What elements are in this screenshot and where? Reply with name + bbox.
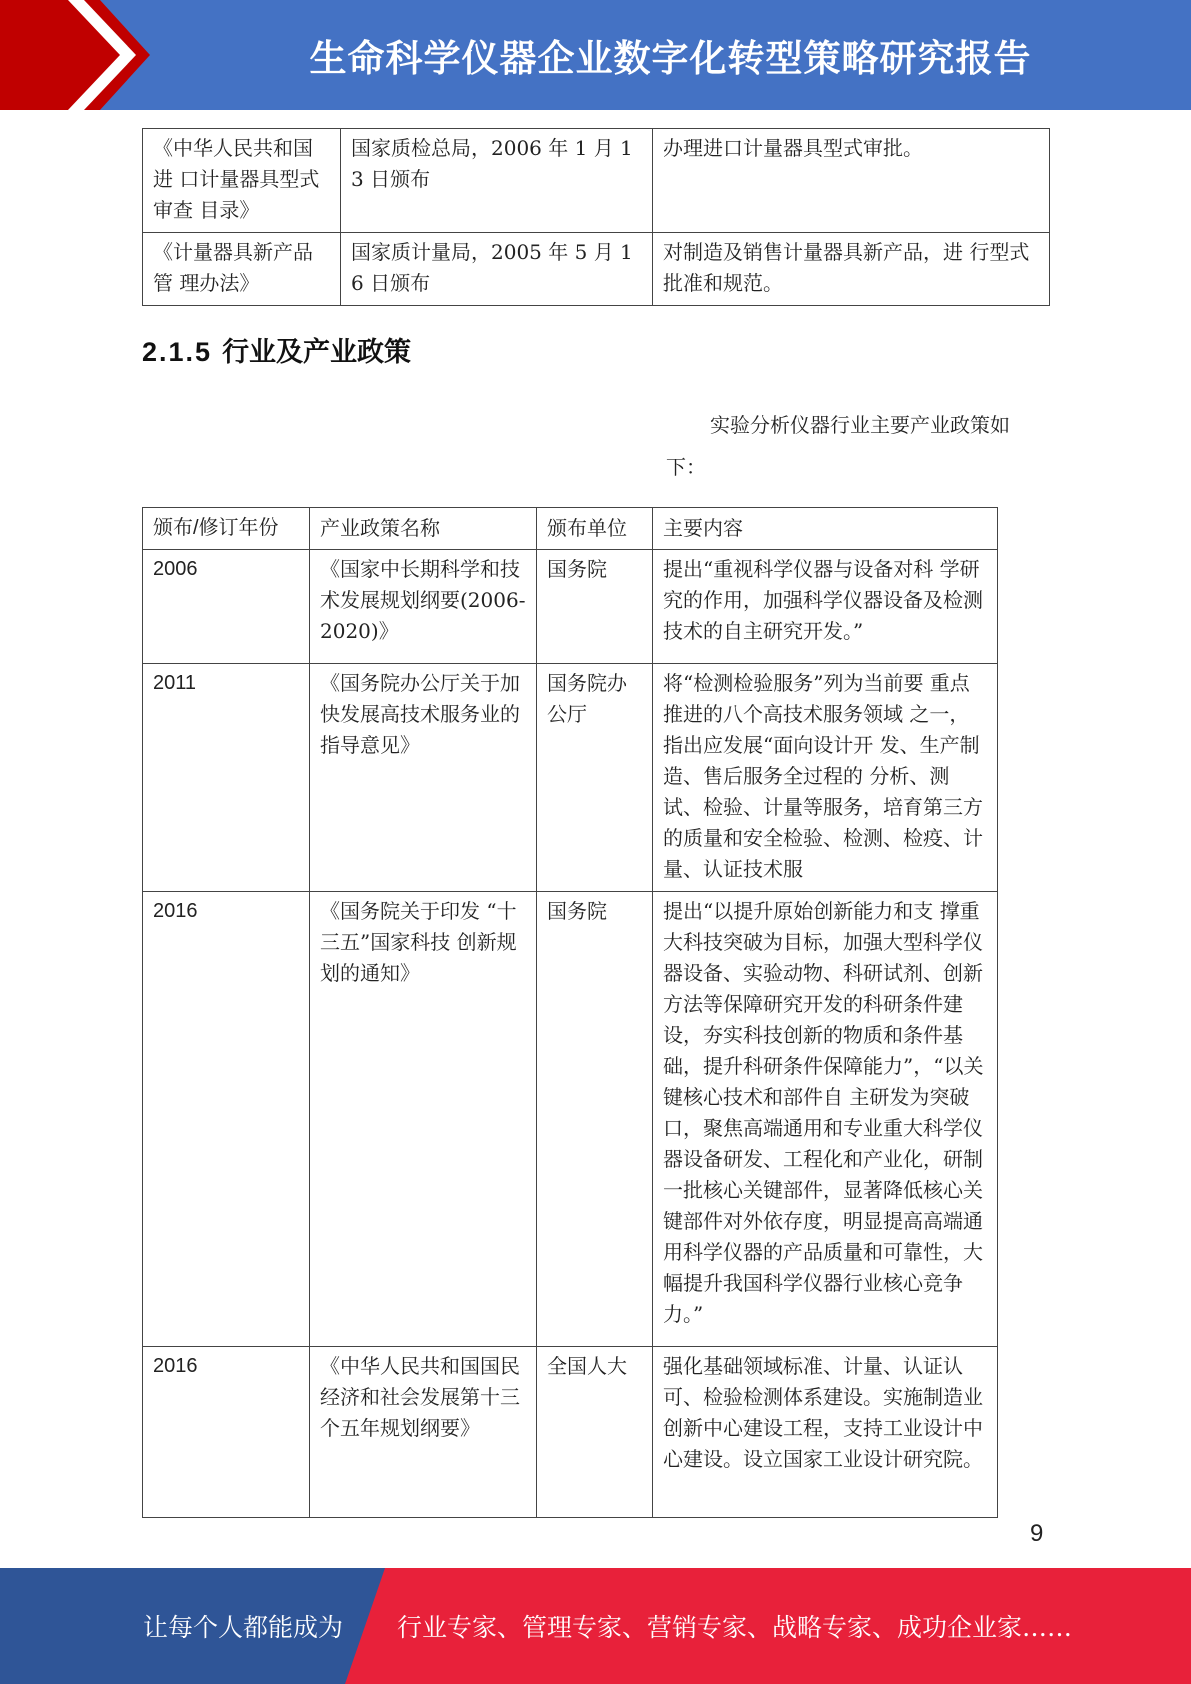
table-row [143, 892, 998, 1347]
section-title: 行业及产业政策 [222, 337, 412, 368]
section-number: 2.1.5 [142, 337, 213, 367]
regulation-issuer: 国家质计量局，2005 年 5 月 16 日颁布 [341, 233, 653, 306]
section-intro-line-2: 下： [666, 455, 706, 479]
footer-slogan-left: 让每个人都能成为 [143, 1613, 344, 1642]
header-chevron-decoration [0, 0, 150, 110]
policy-issuer: 全国人大 [537, 1347, 653, 1518]
section-heading [142, 330, 411, 369]
policy-year: 2016 [143, 892, 310, 1347]
regulation-content: 办理进口计量器具型式审批。 [653, 129, 1050, 233]
policy-table [142, 507, 998, 1518]
page-number: 9 [1030, 1520, 1044, 1547]
policy-name: 《国务院办公厅关于加快发展高技术服务业的指导意见》 [310, 664, 537, 892]
column-header-year: 颁布/修订年份 [143, 508, 310, 550]
regulation-name: 《中华人民共和国进 口计量器具型式审查 目录》 [143, 129, 341, 233]
policy-content: 强化基础领域标准、计量、认证认可、检验检测体系建设。实施制造业创新中心建设工程，支持工业设计中心建设。设立国家工业设计研究院。 [653, 1347, 998, 1518]
table-row [143, 664, 998, 892]
policy-name: 《国务院关于印发 “十三五”国家科技 创新规划的通知》 [310, 892, 537, 1347]
policy-name: 《中华人民共和国国民经济和社会发展第十三个五年规划纲要》 [310, 1347, 537, 1518]
section-intro-line-1: 实验分析仪器行业主要产业政策如 [710, 413, 1010, 437]
report-title: 生命科学仪器企业数字化转型策略研究报告 [309, 37, 1032, 80]
page-footer [0, 1568, 1191, 1684]
table-header-row [143, 508, 998, 550]
policy-issuer: 国务院 [537, 550, 653, 664]
policy-name: 《国家中长期科学和技术发展规划纲要(2006-2020)》 [310, 550, 537, 664]
policy-issuer: 国务院办公厅 [537, 664, 653, 892]
policy-content: 将“检测检验服务”列为当前要 重点推进的八个高技术服务领域 之一，指出应发展“面向设计开 发、生产制造、售后服务全过程的 分析、测试、检验、计量等服务，培育第三方的质量和安全检验、检测、检疫、计量、认证技术服 [653, 664, 998, 892]
page-header [0, 0, 1191, 110]
policy-content: 提出“重视科学仪器与设备对科 学研究的作用，加强科学仪器设备及检测技术的自主研究开发。” [653, 550, 998, 664]
column-header-policy: 产业政策名称 [310, 508, 537, 550]
table-row [143, 1347, 998, 1518]
table-row [143, 233, 1050, 306]
table-row [143, 550, 998, 664]
footer-slogan-right: 行业专家、管理专家、营销专家、战略专家、成功企业家…… [397, 1613, 1073, 1642]
regulations-table [142, 128, 1050, 306]
regulation-issuer: 国家质检总局，2006 年 1 月 13 日颁布 [341, 129, 653, 233]
policy-issuer: 国务院 [537, 892, 653, 1347]
policy-content: 提出“以提升原始创新能力和支 撑重大科技突破为目标，加强大型科学仪器设备、实验动物、科研试剂、创新方法等保障研究开发的科研条件建设，夯实科技创新的物质和条件基础，提升科研条件保障能力”，“以关键核心技术和部件自 主研发为突破口，聚焦高端通用和专业重大科学仪器设备研发、工程化和产业化，研制一批核心关键部件，显著降低核心关键部件对外依存度，明显提高高端通用科学仪器的产品质量和可靠性，大幅提升我国科学仪器行业核心竞争力。” [653, 892, 998, 1347]
policy-year: 2016 [143, 1347, 310, 1518]
column-header-issuer: 颁布单位 [537, 508, 653, 550]
regulation-content: 对制造及销售计量器具新产品，进 行型式批准和规范。 [653, 233, 1050, 306]
regulation-name: 《计量器具新产品管 理办法》 [143, 233, 341, 306]
policy-year: 2011 [143, 664, 310, 892]
policy-year: 2006 [143, 550, 310, 664]
column-header-content: 主要内容 [653, 508, 998, 550]
table-row [143, 129, 1050, 233]
